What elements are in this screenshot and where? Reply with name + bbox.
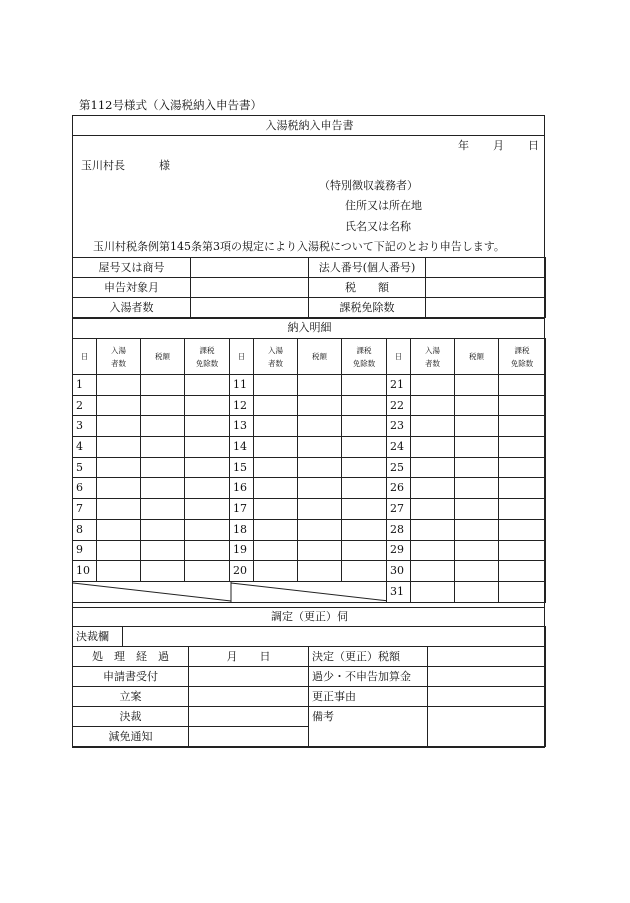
tax-header: 税額 (298, 339, 342, 375)
tax-amount-value[interactable] (426, 278, 546, 298)
day-number: 30 (387, 561, 411, 582)
process-date: 月 日 (189, 647, 309, 667)
bathers-header-line: 者数 (111, 358, 126, 368)
exempt-cell[interactable] (499, 581, 546, 602)
bathers-cell[interactable] (97, 395, 141, 416)
exempt-cell[interactable] (499, 499, 546, 520)
decided-tax-value[interactable] (428, 647, 546, 667)
info-table (72, 257, 546, 318)
exempt-cell[interactable] (342, 395, 387, 416)
bathers-cell[interactable] (411, 561, 455, 582)
remarks-value[interactable] (428, 707, 546, 747)
tax-header: 税額 (141, 339, 185, 375)
day-number: 21 (387, 375, 411, 396)
bathers-cell[interactable] (97, 416, 141, 437)
bathers-cell[interactable] (97, 457, 141, 478)
decision-label: 決裁欄 (73, 627, 123, 647)
details-table (72, 338, 546, 603)
exempt-cell[interactable] (185, 519, 230, 540)
bathers-cell[interactable] (411, 457, 455, 478)
diagonal-line (73, 583, 231, 601)
tax-cell[interactable] (141, 375, 185, 396)
day-number: 20 (230, 561, 254, 582)
diagonal-line (231, 583, 387, 601)
exempt-cell[interactable] (185, 395, 230, 416)
bathers-cell[interactable] (254, 478, 298, 499)
tax-cell[interactable] (298, 561, 342, 582)
remarks-label: 備考 (309, 707, 428, 747)
tax-cell[interactable] (455, 561, 499, 582)
tax-cell[interactable] (298, 416, 342, 437)
exempt-header-line: 課税 (356, 345, 372, 355)
tax-amount-label: 税 額 (309, 278, 426, 298)
tax-cell[interactable] (455, 519, 499, 540)
bathers-cell[interactable] (97, 375, 141, 396)
bathers-cell[interactable] (254, 437, 298, 458)
bathers-cell[interactable] (254, 540, 298, 561)
exempt-cell[interactable] (342, 457, 387, 478)
declaration-text: 玉川村税条例第145条第3項の規定により入湯税について下記のとおり申告します。 (93, 240, 505, 253)
exempt-cell[interactable] (185, 457, 230, 478)
penalty-value[interactable] (428, 667, 546, 687)
exempt-cell[interactable] (499, 395, 546, 416)
bathers-count-value[interactable] (191, 298, 309, 318)
day-number: 10 (73, 561, 97, 582)
tax-cell[interactable] (141, 519, 185, 540)
exempt-cell[interactable] (499, 437, 546, 458)
bathers-cell[interactable] (97, 519, 141, 540)
approval-label: 決裁 (73, 707, 189, 727)
day-number: 29 (387, 540, 411, 561)
tax-cell[interactable] (455, 478, 499, 499)
application-value[interactable] (189, 667, 309, 687)
exempt-header-line: 免除数 (510, 358, 534, 368)
date-year: 年 (458, 139, 469, 152)
day-number: 23 (387, 416, 411, 437)
exemption-notice-value[interactable] (189, 727, 309, 747)
application-label: 申請書受付 (73, 667, 189, 687)
day-number: 24 (387, 437, 411, 458)
divider (73, 318, 544, 319)
bathers-cell[interactable] (97, 561, 141, 582)
day-number: 9 (73, 540, 97, 561)
day-header: 日 (73, 339, 97, 375)
day-number: 31 (387, 581, 411, 602)
filer-role: （特別徴収義務者） (319, 179, 418, 192)
penalty-label: 過少・不申告加算金 (309, 667, 428, 687)
tax-cell[interactable] (298, 457, 342, 478)
exempt-header-line: 課税 (514, 345, 530, 355)
exempt-cell[interactable] (499, 457, 546, 478)
bathers-cell[interactable] (411, 375, 455, 396)
day-number: 16 (230, 478, 254, 499)
exempt-cell[interactable] (185, 561, 230, 582)
tax-cell[interactable] (141, 457, 185, 478)
form-title: 入湯税納入申告書 (265, 119, 354, 132)
assessment-title: 調定（更正）伺 (271, 610, 348, 623)
exempt-header-line: 免除数 (352, 358, 376, 368)
bathers-count-label: 入湯者数 (73, 298, 191, 318)
filer-name-label: 氏名又は名称 (345, 220, 411, 233)
filer-address-label: 住所又は所在地 (345, 199, 422, 212)
divider (73, 135, 544, 136)
day-number: 1 (73, 375, 97, 396)
day-header: 日 (387, 339, 411, 375)
form-label: 第112号様式（入湯税納入申告書） (79, 98, 262, 112)
exempt-cell[interactable] (342, 540, 387, 561)
bathers-cell[interactable] (411, 540, 455, 561)
exempt-cell[interactable] (342, 375, 387, 396)
bathers-cell[interactable] (254, 395, 298, 416)
tax-cell[interactable] (298, 375, 342, 396)
day-number: 13 (230, 416, 254, 437)
day-number: 19 (230, 540, 254, 561)
day-header: 日 (230, 339, 254, 375)
day-number: 26 (387, 478, 411, 499)
exempt-header (185, 339, 230, 375)
day-number: 14 (230, 437, 254, 458)
day-number: 22 (387, 395, 411, 416)
bathers-header-line: 入湯 (425, 345, 440, 355)
tax-cell[interactable] (455, 375, 499, 396)
tax-cell[interactable] (298, 437, 342, 458)
exempt-header (499, 339, 546, 375)
processing-table (72, 646, 546, 747)
bathers-cell[interactable] (254, 499, 298, 520)
bathers-cell[interactable] (411, 395, 455, 416)
diagonal-slash (73, 582, 387, 602)
draft-label: 立案 (73, 687, 189, 707)
bathers-header (411, 339, 455, 375)
target-month-label: 申告対象月 (73, 278, 191, 298)
bathers-cell[interactable] (97, 478, 141, 499)
day-number: 2 (73, 395, 97, 416)
bathers-cell[interactable] (254, 375, 298, 396)
exempt-cell[interactable] (185, 540, 230, 561)
tax-cell[interactable] (141, 478, 185, 499)
corporate-number-label: 法人番号(個人番号) (309, 258, 426, 278)
bathers-cell[interactable] (97, 540, 141, 561)
bathers-cell[interactable] (411, 437, 455, 458)
tax-cell[interactable] (455, 581, 499, 602)
exempt-header (342, 339, 387, 375)
exempt-cell[interactable] (342, 437, 387, 458)
bathers-header-line: 入湯 (111, 345, 126, 355)
tax-cell[interactable] (455, 540, 499, 561)
bathers-cell[interactable] (254, 457, 298, 478)
exempt-cell[interactable] (342, 519, 387, 540)
tax-cell[interactable] (298, 395, 342, 416)
exempt-cell[interactable] (185, 416, 230, 437)
exempt-header-line: 課税 (199, 345, 215, 355)
exempt-cell[interactable] (185, 375, 230, 396)
target-month-value[interactable] (191, 278, 309, 298)
decision-value[interactable] (123, 627, 546, 647)
bathers-header-line: 者数 (268, 358, 283, 368)
tax-cell[interactable] (141, 540, 185, 561)
bathers-cell[interactable] (97, 437, 141, 458)
business-name-label: 屋号又は商号 (73, 258, 191, 278)
day-number: 5 (73, 457, 97, 478)
day-number: 11 (230, 375, 254, 396)
exempt-cell[interactable] (499, 540, 546, 561)
day-number: 12 (230, 395, 254, 416)
exempt-cell[interactable] (499, 416, 546, 437)
exempt-cell[interactable] (185, 437, 230, 458)
bathers-cell[interactable] (97, 499, 141, 520)
tax-cell[interactable] (141, 561, 185, 582)
exempt-cell[interactable] (342, 499, 387, 520)
day-number: 7 (73, 499, 97, 520)
bathers-header-line: 者数 (425, 358, 440, 368)
day-number: 8 (73, 519, 97, 540)
day-number: 18 (230, 519, 254, 540)
exempt-cell[interactable] (342, 478, 387, 499)
bathers-cell[interactable] (254, 416, 298, 437)
bathers-cell[interactable] (411, 416, 455, 437)
exempt-cell[interactable] (185, 478, 230, 499)
tax-cell[interactable] (455, 499, 499, 520)
exempt-cell[interactable] (185, 499, 230, 520)
exempt-header-line: 免除数 (195, 358, 219, 368)
recipient-name: 玉川村長 (81, 159, 125, 172)
day-number: 28 (387, 519, 411, 540)
bathers-cell[interactable] (254, 561, 298, 582)
exempt-cell[interactable] (499, 519, 546, 540)
tax-cell[interactable] (298, 478, 342, 499)
tax-cell[interactable] (141, 437, 185, 458)
tax-cell[interactable] (455, 457, 499, 478)
day-number: 27 (387, 499, 411, 520)
process-label: 処 理 経 過 (73, 647, 189, 667)
details-title: 納入明細 (287, 321, 332, 334)
exempt-cell[interactable] (342, 561, 387, 582)
exempt-cell[interactable] (499, 375, 546, 396)
tax-cell[interactable] (455, 416, 499, 437)
tax-cell[interactable] (141, 416, 185, 437)
reason-value[interactable] (428, 687, 546, 707)
bathers-header (97, 339, 141, 375)
exempt-count-value[interactable] (426, 298, 546, 318)
day-number: 3 (73, 416, 97, 437)
day-number: 15 (230, 457, 254, 478)
exempt-cell[interactable] (499, 561, 546, 582)
tax-cell[interactable] (141, 395, 185, 416)
reason-label: 更正事由 (309, 687, 428, 707)
recipient-honorific: 様 (159, 159, 170, 172)
divider (73, 607, 544, 608)
draft-value[interactable] (189, 687, 309, 707)
day-number: 4 (73, 437, 97, 458)
bathers-cell[interactable] (411, 499, 455, 520)
tax-cell[interactable] (455, 437, 499, 458)
decided-tax-label: 決定（更正）税額 (309, 647, 428, 667)
bathers-header (254, 339, 298, 375)
bathers-cell[interactable] (411, 581, 455, 602)
exempt-count-label: 課税免除数 (309, 298, 426, 318)
tax-cell[interactable] (298, 519, 342, 540)
day-number: 6 (73, 478, 97, 499)
tax-cell[interactable] (141, 499, 185, 520)
corporate-number-value[interactable] (426, 258, 546, 278)
declaration-form (72, 115, 545, 748)
approval-value[interactable] (189, 707, 309, 727)
exemption-notice-label: 減免通知 (73, 727, 189, 747)
tax-cell[interactable] (298, 540, 342, 561)
tax-cell[interactable] (298, 499, 342, 520)
decision-table (72, 626, 546, 647)
exempt-cell[interactable] (342, 416, 387, 437)
bathers-cell[interactable] (411, 519, 455, 540)
exempt-cell[interactable] (499, 478, 546, 499)
bathers-header-line: 入湯 (268, 345, 283, 355)
blank-cell (73, 581, 387, 602)
date-month: 月 (493, 139, 504, 152)
business-name-value[interactable] (191, 258, 309, 278)
bathers-cell[interactable] (254, 519, 298, 540)
bathers-cell[interactable] (411, 478, 455, 499)
tax-header: 税額 (455, 339, 499, 375)
date-day: 日 (528, 139, 539, 152)
day-number: 17 (230, 499, 254, 520)
day-number: 25 (387, 457, 411, 478)
tax-cell[interactable] (455, 395, 499, 416)
